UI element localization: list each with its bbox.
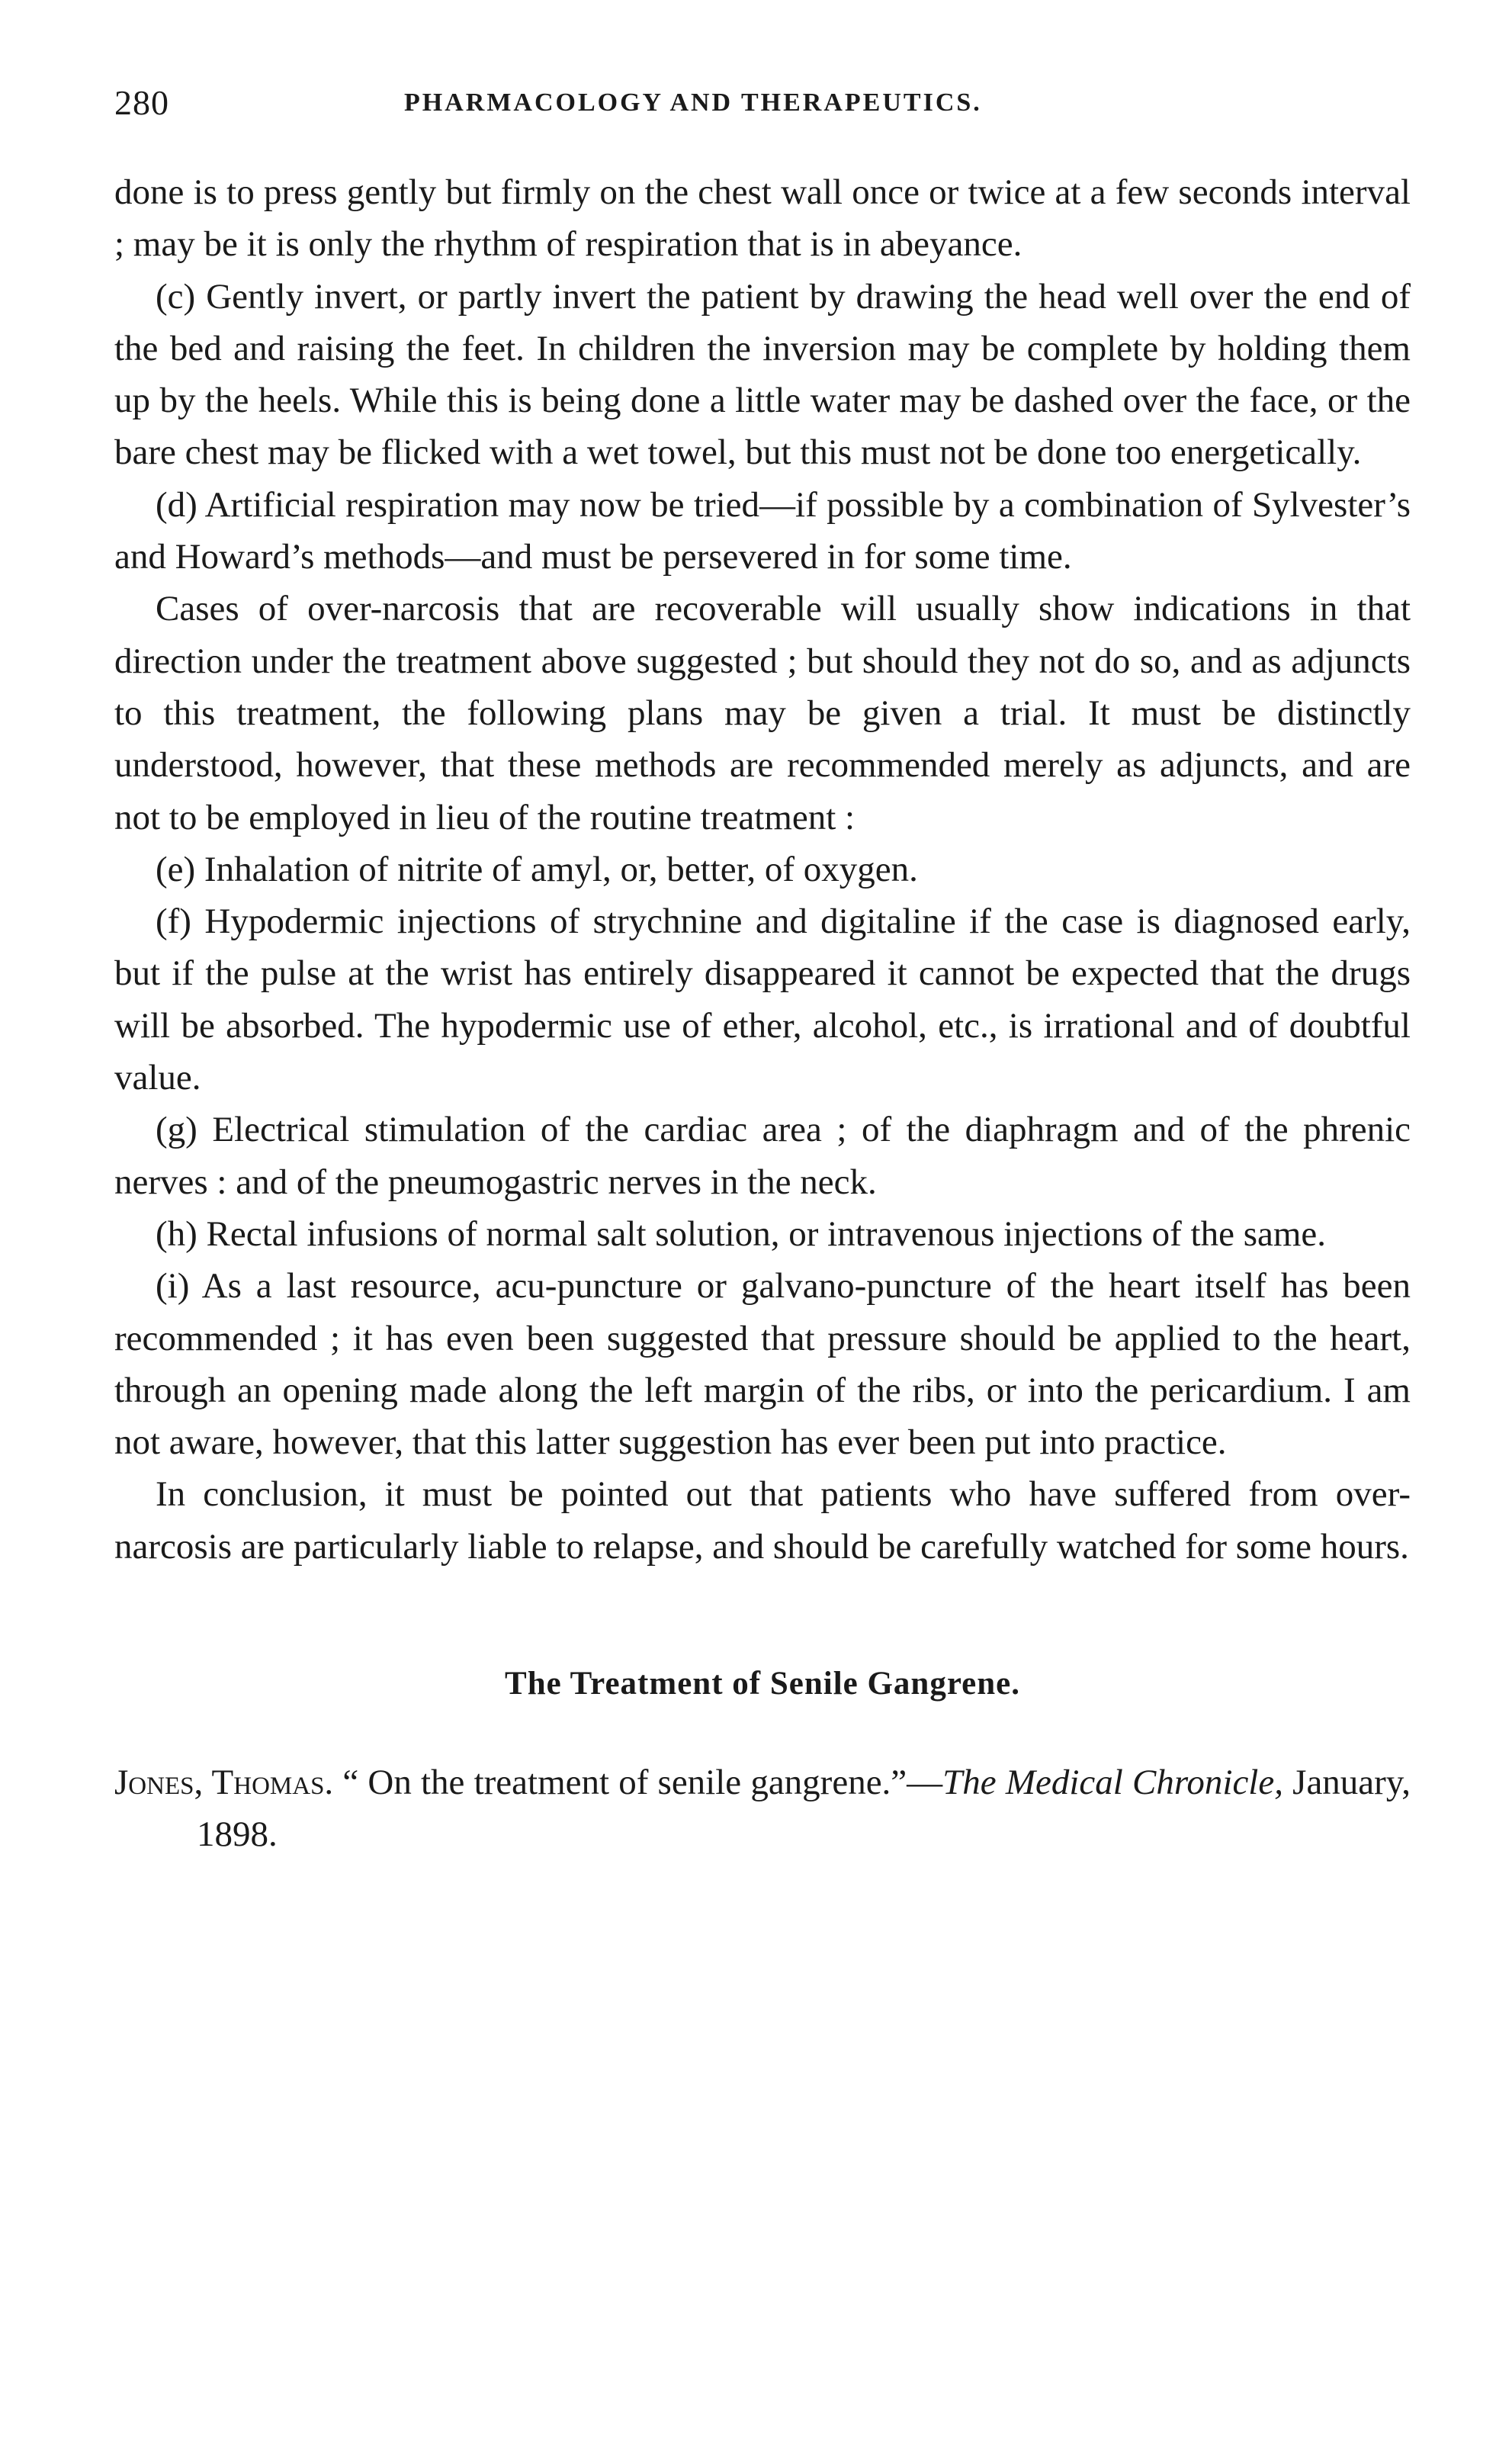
paragraph-item-h: (h) Rectal infusions of normal salt solution, or intravenous injections of the same. — [156, 1213, 1327, 1254]
paragraph-item-d: (d) Artificial respiration may now be tried—if possible by a combination of Sylvester’s and Howard’s methods—and must be persevered in for some time. — [114, 484, 1411, 577]
paragraph-item-c: (c) Gently invert, or partly invert the patient by drawing the head well over the end of the bed and raising the feet. In children the inversion may be complete by holding them up by the heels. While this is being done a little water may be dashed over the face, or the bare chest may be flicked with a wet towel, but this must not be done too energetically. — [114, 276, 1411, 473]
paragraph-item-f: (f) Hypodermic injections of strychnine and digitaline if the case is diagnosed early, but if the pulse at the wrist has entirely disappeared it cannot be expected that the drugs will be absorbed. The hypodermic use of ether, alcohol, etc., is irrational and of doubtful value. — [114, 902, 1411, 1098]
citation-entry — [114, 1756, 1411, 1861]
body-text — [114, 166, 1411, 1573]
paragraph-adjuncts: Cases of over-narcosis that are recoverable will usually show indications in that direction under the treatment above suggested ; but should they not do so, and as adjuncts to this treatment, the following plans may be given a trial. It must be distinctly understood, however, that these methods are recommended merely as adjuncts, and are not to be employed in lieu of the routine treatment : — [114, 589, 1411, 837]
paragraph-item-g: (g) Electrical stimulation of the cardiac area ; of the diaphragm and of the phrenic nerves : and of the pneumogastric nerves in the neck. — [114, 1110, 1411, 1202]
page-number: 280 — [114, 83, 169, 122]
paragraph-conclusion: In conclusion, it must be pointed out that patients who have suffered from over-narcosis are particularly liable to relapse, and should be carefully watched for some hours. — [114, 1474, 1411, 1567]
citation-journal: The Medical Chronicle, — [942, 1763, 1283, 1802]
citation-title: “ On the treatment of senile gangrene.”— — [342, 1763, 943, 1802]
citation-author: Jones, Thomas. — [114, 1763, 334, 1802]
paragraph-item-i: (i) As a last resource, acu-puncture or galvano-puncture of the heart itself has been recommended ; it has even been suggested that pressure should be applied to the heart, through an opening made along the left margin of the ribs, or into the pericardium. I am not aware, however, that this latter suggestion has ever been put into practice. — [114, 1266, 1411, 1463]
running-title: PHARMACOLOGY AND THERAPEUTICS. — [404, 88, 982, 117]
citation — [114, 1756, 1411, 1861]
citation-date: January, 1898. — [197, 1763, 1411, 1855]
paragraph-continued: done is to press gently but firmly on the chest wall once or twice at a few seconds interval ; may be it is only the rhythm of respiration that is in abeyance. — [114, 172, 1411, 265]
paragraph-item-e: (e) Inhalation of nitrite of amyl, or, better, of oxygen. — [156, 849, 918, 889]
running-head — [114, 82, 1411, 128]
section-heading: The Treatment of Senile Gangrene. — [505, 1666, 1020, 1702]
